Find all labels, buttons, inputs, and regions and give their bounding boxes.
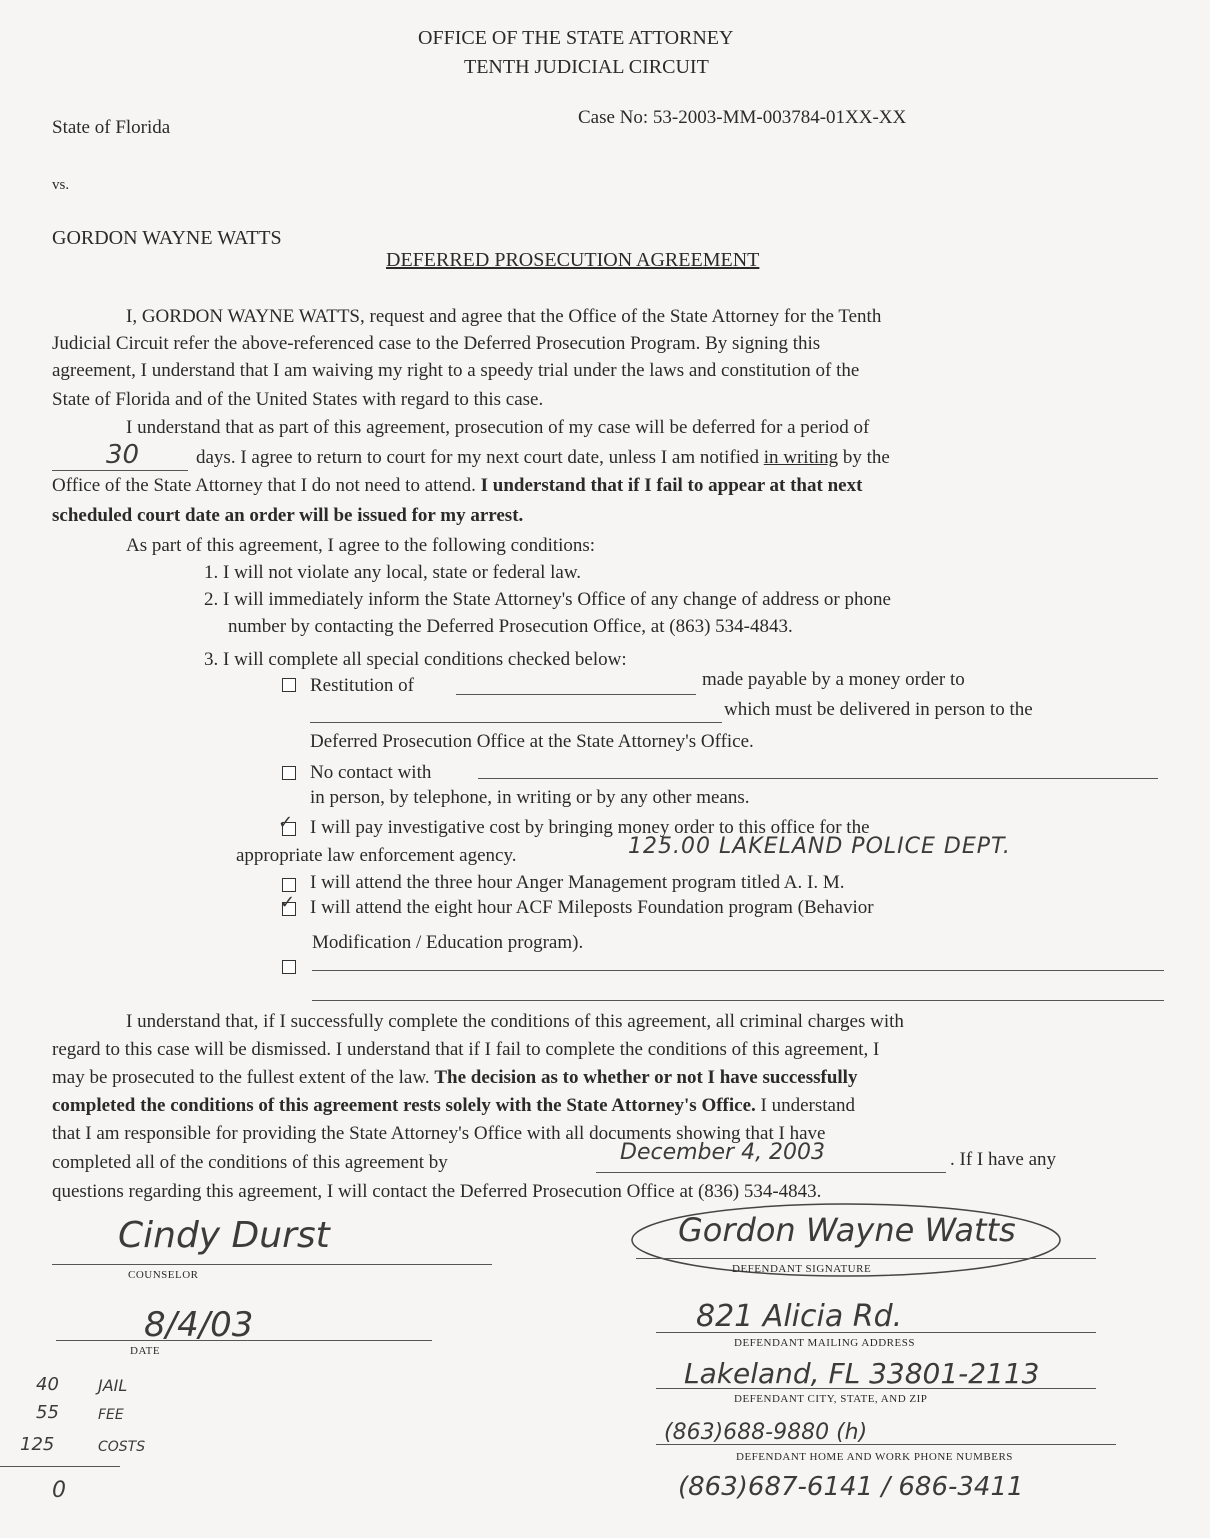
p3-line: . If I have any [950, 1149, 1057, 1170]
p3-line: questions regarding this agreement, I will contact the Deferred Prosecution Office at (836) 534-4843. [52, 1181, 822, 1202]
p2-line: days. I agree to return to court for my next court date, unless I am notified in writing by the [196, 447, 890, 468]
acf-program-label: I will attend the eight hour ACF Mileposts Foundation program (Behavior [310, 897, 874, 918]
defendant-name: GORDON WAYNE WATTS [52, 227, 282, 249]
condition-2: 2. I will immediately inform the State Attorney's Office of any change of address or phone [204, 589, 891, 610]
checkmark-icon: ✓ [280, 892, 296, 913]
anger-management-checkbox[interactable] [282, 878, 296, 892]
p3-line: that I am responsible for providing the State Attorney's Office with all documents showing that I have [52, 1123, 826, 1144]
counselor-signature-line [52, 1264, 492, 1265]
completion-date-line [596, 1172, 946, 1173]
city-label: DEFENDANT CITY, STATE, AND ZIP [734, 1393, 928, 1405]
p1-line: I, GORDON WAYNE WATTS, request and agree that the Office of the State Attorney for the Tenth [126, 306, 882, 327]
acf-program-text: Modification / Education program). [312, 932, 584, 953]
phone-line [656, 1444, 1116, 1445]
condition-3: 3. I will complete all special conditions checked below: [204, 649, 627, 670]
completion-date-handwritten: December 4, 2003 [620, 1140, 826, 1165]
margin-note-amount: 125 [20, 1434, 55, 1455]
p1-line: State of Florida and of the United States with regard to this case. [52, 389, 544, 410]
defendant-city: Lakeland, FL 33801-2113 [684, 1357, 1040, 1390]
no-contact-checkbox[interactable] [282, 766, 296, 780]
investigative-cost-text: appropriate law enforcement agency. [236, 845, 517, 866]
days-value: 30 [106, 440, 140, 470]
defendant-phone-home: (863)688-9880 (h) [664, 1420, 868, 1445]
date-line [56, 1340, 432, 1341]
condition-1: 1. I will not violate any local, state or federal law. [204, 562, 582, 583]
p2-line: I understand that as part of this agreement, prosecution of my case will be deferred for a period of [126, 417, 870, 438]
margin-sum-line [0, 1466, 120, 1467]
address-line [656, 1332, 1096, 1333]
other-condition-line [312, 1000, 1164, 1001]
plaintiff: State of Florida [52, 117, 171, 138]
conditions-intro: As part of this agreement, I agree to the following conditions: [126, 535, 596, 556]
circuit-heading: TENTH JUDICIAL CIRCUIT [464, 56, 709, 78]
defendant-phone-work: (863)687-6141 / 686-3411 [678, 1472, 1024, 1502]
city-line [656, 1388, 1096, 1389]
days-field-line [52, 470, 188, 471]
investigative-cost-handwritten: 125.00 LAKELAND POLICE DEPT. [628, 834, 1011, 859]
margin-note-label: COSTS [98, 1439, 146, 1455]
margin-note-total: 0 [52, 1478, 66, 1503]
document-title: DEFERRED PROSECUTION AGREEMENT [386, 249, 760, 271]
margin-note-label: FEE [98, 1407, 124, 1423]
p2-line: scheduled court date an order will be issued for my arrest. [52, 505, 524, 526]
restitution-text: which must be delivered in person to the [724, 699, 1033, 720]
counselor-label: COUNSELOR [128, 1269, 199, 1281]
other-condition-line [312, 970, 1164, 971]
p1-line: Judicial Circuit refer the above-referenced case to the Deferred Prosecution Program. By signing this [52, 333, 821, 354]
defendant-signature-line [636, 1258, 1096, 1259]
defendant-signature-label: DEFENDANT SIGNATURE [732, 1263, 872, 1275]
margin-note-amount: 55 [36, 1402, 59, 1423]
condition-2: number by contacting the Deferred Prosecution Office, at (863) 534-4843. [228, 616, 793, 637]
restitution-amount-line [456, 694, 696, 695]
address-label: DEFENDANT MAILING ADDRESS [734, 1337, 915, 1349]
date-label: DATE [130, 1345, 161, 1357]
defendant-address: 821 Alicia Rd. [696, 1299, 903, 1334]
other-condition-checkbox[interactable] [282, 960, 296, 974]
anger-management-label: I will attend the three hour Anger Management program titled A. I. M. [310, 872, 845, 893]
office-heading: OFFICE OF THE STATE ATTORNEY [418, 27, 734, 49]
counselor-signature: Cindy Durst [118, 1215, 330, 1256]
signing-date: 8/4/03 [144, 1305, 254, 1345]
defendant-signature: Gordon Wayne Watts [678, 1211, 1016, 1249]
restitution-payee-line [310, 722, 722, 723]
no-contact-text: in person, by telephone, in writing or by any other means. [310, 787, 750, 808]
p3-line: regard to this case will be dismissed. I understand that if I fail to complete the conditions of this agreement, I [52, 1039, 880, 1060]
margin-note-label: JAIL [98, 1376, 128, 1395]
phone-label: DEFENDANT HOME AND WORK PHONE NUMBERS [736, 1451, 1013, 1463]
restitution-label: Restitution of [310, 675, 414, 696]
margin-note-amount: 40 [36, 1374, 59, 1395]
p3-line: may be prosecuted to the fullest extent of the law. The decision as to whether or not I have successfully [52, 1067, 858, 1088]
investigative-cost-label: I will pay investigative cost by bringing money order to this office for the [310, 817, 870, 838]
versus: vs. [52, 177, 70, 193]
no-contact-line [478, 778, 1158, 779]
restitution-text: Deferred Prosecution Office at the State Attorney's Office. [310, 731, 754, 752]
p3-line: completed the conditions of this agreement rests solely with the State Attorney's Office. I understand [52, 1095, 855, 1116]
checkmark-icon: ✓ [278, 812, 294, 833]
restitution-checkbox[interactable] [282, 678, 296, 692]
restitution-text: made payable by a money order to [702, 669, 965, 690]
p3-line: I understand that, if I successfully complete the conditions of this agreement, all criminal charges with [126, 1011, 904, 1032]
p2-line: Office of the State Attorney that I do not need to attend. I understand that if I fail to appear at that next [52, 475, 863, 496]
p1-line: agreement, I understand that I am waiving my right to a speedy trial under the laws and constitution of the [52, 360, 860, 381]
p3-line: completed all of the conditions of this agreement by [52, 1152, 448, 1173]
no-contact-label: No contact with [310, 762, 432, 783]
case-number: Case No: 53-2003-MM-003784-01XX-XX [578, 107, 907, 128]
